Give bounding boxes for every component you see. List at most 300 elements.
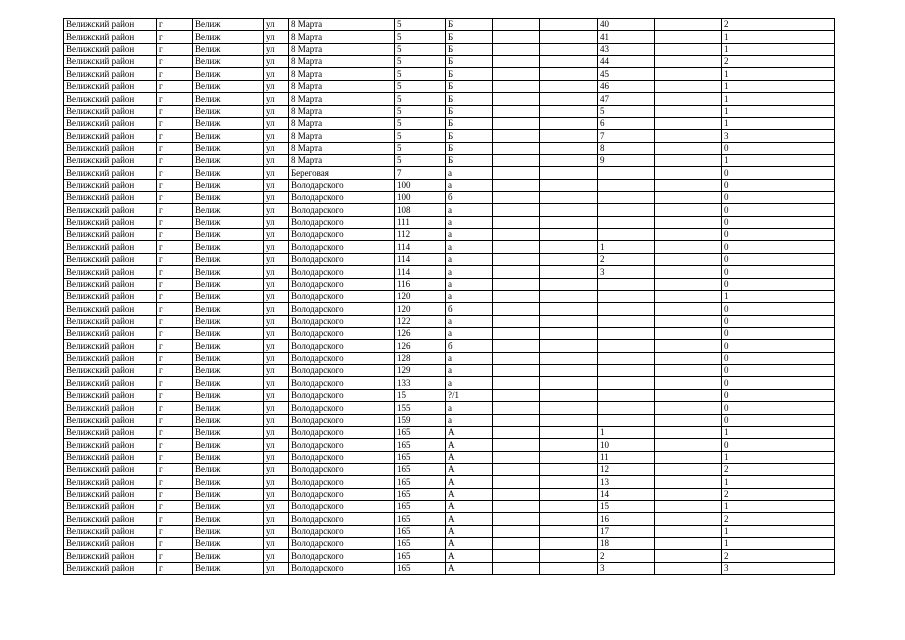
cell-apartment <box>598 389 655 401</box>
cell-col-i <box>540 43 598 55</box>
cell-settlement: Велиж <box>193 550 264 562</box>
cell-col-h <box>493 278 540 290</box>
cell-district: Велижский район <box>64 538 157 550</box>
cell-settlement: Велиж <box>193 192 264 204</box>
cell-col-i <box>540 167 598 179</box>
cell-settlement-type: г <box>157 93 193 105</box>
cell-apartment <box>598 327 655 339</box>
cell-col-i <box>540 562 598 574</box>
cell-settlement: Велиж <box>193 278 264 290</box>
cell-count: 1 <box>722 501 835 513</box>
cell-col-i <box>540 451 598 463</box>
cell-district: Велижский район <box>64 105 157 117</box>
cell-building: Б <box>446 56 493 68</box>
cell-col-h <box>493 389 540 401</box>
cell-col-h <box>493 241 540 253</box>
cell-count: 1 <box>722 538 835 550</box>
cell-col-i <box>540 154 598 166</box>
cell-settlement: Велиж <box>193 43 264 55</box>
cell-col-k <box>655 130 722 142</box>
cell-street-type: ул <box>264 105 289 117</box>
cell-building: а <box>446 414 493 426</box>
cell-col-k <box>655 501 722 513</box>
cell-col-k <box>655 241 722 253</box>
cell-col-h <box>493 463 540 475</box>
table-row <box>64 130 835 142</box>
cell-building: а <box>446 327 493 339</box>
cell-settlement: Велиж <box>193 463 264 475</box>
cell-col-h <box>493 204 540 216</box>
cell-house-number: 15 <box>395 389 446 401</box>
cell-district: Велижский район <box>64 179 157 191</box>
cell-col-k <box>655 365 722 377</box>
cell-col-i <box>540 290 598 302</box>
cell-count: 1 <box>722 31 835 43</box>
cell-settlement: Велиж <box>193 439 264 451</box>
cell-col-h <box>493 179 540 191</box>
table-row <box>64 142 835 154</box>
cell-settlement: Велиж <box>193 167 264 179</box>
cell-street: Володарского <box>289 550 395 562</box>
table-row <box>64 315 835 327</box>
table-row <box>64 402 835 414</box>
cell-settlement: Велиж <box>193 525 264 537</box>
cell-street: Володарского <box>289 303 395 315</box>
cell-street-type: ул <box>264 414 289 426</box>
table-row <box>64 414 835 426</box>
cell-settlement-type: г <box>157 154 193 166</box>
cell-apartment <box>598 352 655 364</box>
address-table <box>63 18 835 575</box>
cell-settlement-type: г <box>157 439 193 451</box>
cell-house-number: 5 <box>395 43 446 55</box>
cell-count: 0 <box>722 414 835 426</box>
cell-col-i <box>540 476 598 488</box>
cell-building: А <box>446 538 493 550</box>
table-row <box>64 154 835 166</box>
cell-settlement-type: г <box>157 43 193 55</box>
cell-col-h <box>493 117 540 129</box>
cell-street-type: ул <box>264 525 289 537</box>
cell-col-k <box>655 402 722 414</box>
cell-count: 1 <box>722 117 835 129</box>
cell-count: 0 <box>722 439 835 451</box>
table-row <box>64 31 835 43</box>
cell-street-type: ул <box>264 130 289 142</box>
cell-settlement: Велиж <box>193 414 264 426</box>
table-row <box>64 216 835 228</box>
cell-house-number: 112 <box>395 229 446 241</box>
cell-col-i <box>540 426 598 438</box>
cell-district: Велижский район <box>64 550 157 562</box>
cell-house-number: 5 <box>395 105 446 117</box>
cell-street-type: ул <box>264 377 289 389</box>
cell-col-h <box>493 80 540 92</box>
cell-district: Велижский район <box>64 216 157 228</box>
cell-street-type: ул <box>264 278 289 290</box>
cell-house-number: 100 <box>395 192 446 204</box>
cell-settlement: Велиж <box>193 365 264 377</box>
cell-settlement: Велиж <box>193 93 264 105</box>
table-row <box>64 229 835 241</box>
cell-col-i <box>540 229 598 241</box>
cell-building: а <box>446 241 493 253</box>
cell-count: 0 <box>722 253 835 265</box>
cell-street-type: ул <box>264 290 289 302</box>
cell-district: Велижский район <box>64 402 157 414</box>
cell-house-number: 133 <box>395 377 446 389</box>
cell-col-k <box>655 266 722 278</box>
table-row <box>64 562 835 574</box>
cell-street: Володарского <box>289 538 395 550</box>
cell-count: 1 <box>722 68 835 80</box>
cell-apartment: 11 <box>598 451 655 463</box>
cell-apartment: 5 <box>598 105 655 117</box>
cell-house-number: 165 <box>395 513 446 525</box>
cell-house-number: 114 <box>395 266 446 278</box>
cell-district: Велижский район <box>64 253 157 265</box>
cell-settlement-type: г <box>157 253 193 265</box>
cell-house-number: 5 <box>395 117 446 129</box>
cell-apartment: 43 <box>598 43 655 55</box>
cell-settlement: Велиж <box>193 19 264 31</box>
cell-district: Велижский район <box>64 501 157 513</box>
cell-street-type: ул <box>264 43 289 55</box>
cell-col-i <box>540 365 598 377</box>
cell-col-k <box>655 389 722 401</box>
cell-col-h <box>493 216 540 228</box>
table-row <box>64 488 835 500</box>
cell-col-i <box>540 352 598 364</box>
cell-building: а <box>446 229 493 241</box>
cell-building: А <box>446 562 493 574</box>
cell-district: Велижский район <box>64 476 157 488</box>
cell-col-h <box>493 192 540 204</box>
cell-house-number: 5 <box>395 19 446 31</box>
cell-district: Велижский район <box>64 204 157 216</box>
cell-district: Велижский район <box>64 130 157 142</box>
cell-building: Б <box>446 142 493 154</box>
cell-street: Володарского <box>289 525 395 537</box>
table-row <box>64 352 835 364</box>
cell-street-type: ул <box>264 216 289 228</box>
cell-street-type: ул <box>264 439 289 451</box>
cell-house-number: 159 <box>395 414 446 426</box>
cell-street-type: ул <box>264 117 289 129</box>
cell-street: Володарского <box>289 192 395 204</box>
cell-building: А <box>446 513 493 525</box>
cell-street-type: ул <box>264 19 289 31</box>
cell-col-h <box>493 327 540 339</box>
cell-settlement-type: г <box>157 451 193 463</box>
cell-street: Володарского <box>289 426 395 438</box>
cell-building: а <box>446 315 493 327</box>
cell-apartment: 8 <box>598 142 655 154</box>
cell-street-type: ул <box>264 303 289 315</box>
cell-apartment <box>598 229 655 241</box>
cell-apartment <box>598 340 655 352</box>
cell-col-k <box>655 352 722 364</box>
cell-street: Володарского <box>289 414 395 426</box>
cell-street: Володарского <box>289 340 395 352</box>
cell-col-h <box>493 426 540 438</box>
cell-street: 8 Марта <box>289 142 395 154</box>
cell-district: Велижский район <box>64 290 157 302</box>
cell-street-type: ул <box>264 154 289 166</box>
cell-house-number: 122 <box>395 315 446 327</box>
cell-col-i <box>540 216 598 228</box>
table-row <box>64 303 835 315</box>
table-row <box>64 117 835 129</box>
cell-col-h <box>493 377 540 389</box>
cell-settlement: Велиж <box>193 389 264 401</box>
cell-settlement-type: г <box>157 216 193 228</box>
cell-col-h <box>493 501 540 513</box>
cell-settlement-type: г <box>157 167 193 179</box>
cell-district: Велижский район <box>64 167 157 179</box>
cell-settlement-type: г <box>157 389 193 401</box>
cell-count: 3 <box>722 562 835 574</box>
cell-house-number: 5 <box>395 93 446 105</box>
cell-col-i <box>540 19 598 31</box>
cell-building: а <box>446 266 493 278</box>
cell-house-number: 128 <box>395 352 446 364</box>
cell-house-number: 5 <box>395 31 446 43</box>
cell-building: А <box>446 525 493 537</box>
cell-building: а <box>446 204 493 216</box>
cell-settlement-type: г <box>157 31 193 43</box>
cell-settlement: Велиж <box>193 426 264 438</box>
cell-count: 0 <box>722 327 835 339</box>
cell-house-number: 126 <box>395 327 446 339</box>
cell-col-k <box>655 253 722 265</box>
table-row <box>64 241 835 253</box>
cell-apartment: 3 <box>598 562 655 574</box>
table-row <box>64 513 835 525</box>
cell-col-i <box>540 130 598 142</box>
cell-apartment: 45 <box>598 68 655 80</box>
table-row <box>64 179 835 191</box>
cell-col-h <box>493 31 540 43</box>
cell-settlement-type: г <box>157 327 193 339</box>
cell-apartment: 47 <box>598 93 655 105</box>
cell-house-number: 165 <box>395 550 446 562</box>
cell-apartment <box>598 216 655 228</box>
cell-settlement-type: г <box>157 463 193 475</box>
cell-count: 1 <box>722 43 835 55</box>
cell-col-h <box>493 130 540 142</box>
cell-col-i <box>540 315 598 327</box>
cell-col-k <box>655 167 722 179</box>
cell-street: 8 Марта <box>289 43 395 55</box>
cell-street-type: ул <box>264 241 289 253</box>
cell-settlement-type: г <box>157 105 193 117</box>
cell-col-k <box>655 154 722 166</box>
cell-col-k <box>655 192 722 204</box>
cell-col-h <box>493 538 540 550</box>
cell-settlement-type: г <box>157 229 193 241</box>
cell-street: Володарского <box>289 389 395 401</box>
cell-col-i <box>540 327 598 339</box>
cell-apartment <box>598 167 655 179</box>
cell-col-i <box>540 538 598 550</box>
cell-col-h <box>493 105 540 117</box>
cell-settlement: Велиж <box>193 31 264 43</box>
table-row <box>64 56 835 68</box>
cell-building: а <box>446 278 493 290</box>
table-row <box>64 463 835 475</box>
cell-building: б <box>446 340 493 352</box>
cell-col-k <box>655 476 722 488</box>
cell-building: б <box>446 192 493 204</box>
cell-col-k <box>655 488 722 500</box>
cell-street: Володарского <box>289 241 395 253</box>
cell-settlement-type: г <box>157 538 193 550</box>
cell-settlement: Велиж <box>193 266 264 278</box>
cell-col-i <box>540 340 598 352</box>
cell-settlement-type: г <box>157 179 193 191</box>
cell-apartment: 46 <box>598 80 655 92</box>
cell-col-i <box>540 179 598 191</box>
cell-district: Велижский район <box>64 451 157 463</box>
cell-settlement-type: г <box>157 365 193 377</box>
cell-building: а <box>446 290 493 302</box>
cell-settlement: Велиж <box>193 538 264 550</box>
cell-settlement-type: г <box>157 266 193 278</box>
cell-col-k <box>655 93 722 105</box>
cell-count: 1 <box>722 105 835 117</box>
cell-settlement-type: г <box>157 80 193 92</box>
cell-apartment: 2 <box>598 550 655 562</box>
cell-col-h <box>493 303 540 315</box>
cell-street: Володарского <box>289 476 395 488</box>
cell-street: Береговая <box>289 167 395 179</box>
cell-settlement: Велиж <box>193 315 264 327</box>
cell-district: Велижский район <box>64 56 157 68</box>
cell-col-h <box>493 513 540 525</box>
cell-apartment: 9 <box>598 154 655 166</box>
cell-settlement-type: г <box>157 290 193 302</box>
cell-street-type: ул <box>264 476 289 488</box>
cell-street: Володарского <box>289 290 395 302</box>
cell-district: Велижский район <box>64 327 157 339</box>
cell-count: 0 <box>722 229 835 241</box>
table-row <box>64 204 835 216</box>
cell-street-type: ул <box>264 68 289 80</box>
cell-settlement: Велиж <box>193 56 264 68</box>
cell-street-type: ул <box>264 550 289 562</box>
cell-street-type: ул <box>264 488 289 500</box>
cell-col-h <box>493 365 540 377</box>
cell-settlement-type: г <box>157 426 193 438</box>
cell-col-k <box>655 426 722 438</box>
cell-count: 0 <box>722 266 835 278</box>
cell-count: 0 <box>722 216 835 228</box>
cell-settlement: Велиж <box>193 377 264 389</box>
cell-building: А <box>446 488 493 500</box>
cell-district: Велижский район <box>64 229 157 241</box>
cell-district: Велижский район <box>64 426 157 438</box>
cell-street-type: ул <box>264 340 289 352</box>
cell-settlement: Велиж <box>193 130 264 142</box>
cell-street-type: ул <box>264 31 289 43</box>
cell-col-i <box>540 439 598 451</box>
table-row <box>64 550 835 562</box>
cell-settlement-type: г <box>157 142 193 154</box>
cell-district: Велижский район <box>64 19 157 31</box>
cell-house-number: 120 <box>395 303 446 315</box>
cell-street: Володарского <box>289 488 395 500</box>
cell-col-i <box>540 31 598 43</box>
cell-col-h <box>493 229 540 241</box>
cell-street: 8 Марта <box>289 80 395 92</box>
cell-apartment <box>598 414 655 426</box>
cell-street: 8 Марта <box>289 56 395 68</box>
cell-settlement-type: г <box>157 562 193 574</box>
cell-col-k <box>655 31 722 43</box>
cell-street: Володарского <box>289 216 395 228</box>
cell-settlement: Велиж <box>193 501 264 513</box>
cell-street: Володарского <box>289 451 395 463</box>
cell-col-h <box>493 414 540 426</box>
cell-apartment: 1 <box>598 426 655 438</box>
cell-count: 0 <box>722 340 835 352</box>
cell-apartment <box>598 303 655 315</box>
cell-col-h <box>493 68 540 80</box>
table-body <box>64 19 835 575</box>
cell-street: 8 Марта <box>289 117 395 129</box>
cell-street-type: ул <box>264 315 289 327</box>
cell-count: 0 <box>722 389 835 401</box>
table-row <box>64 538 835 550</box>
cell-count: 2 <box>722 550 835 562</box>
cell-building: А <box>446 550 493 562</box>
cell-house-number: 5 <box>395 154 446 166</box>
cell-house-number: 114 <box>395 241 446 253</box>
cell-building: Б <box>446 31 493 43</box>
cell-street-type: ул <box>264 352 289 364</box>
cell-street-type: ул <box>264 179 289 191</box>
cell-settlement-type: г <box>157 402 193 414</box>
cell-col-h <box>493 43 540 55</box>
cell-settlement: Велиж <box>193 476 264 488</box>
cell-district: Велижский район <box>64 31 157 43</box>
cell-settlement-type: г <box>157 414 193 426</box>
cell-col-k <box>655 19 722 31</box>
table-row <box>64 426 835 438</box>
cell-district: Велижский район <box>64 352 157 364</box>
cell-settlement: Велиж <box>193 179 264 191</box>
cell-col-k <box>655 340 722 352</box>
cell-col-i <box>540 550 598 562</box>
cell-apartment: 16 <box>598 513 655 525</box>
cell-house-number: 5 <box>395 130 446 142</box>
cell-col-i <box>540 414 598 426</box>
cell-settlement-type: г <box>157 19 193 31</box>
cell-building: Б <box>446 80 493 92</box>
cell-col-k <box>655 56 722 68</box>
cell-col-i <box>540 192 598 204</box>
cell-house-number: 126 <box>395 340 446 352</box>
table-row <box>64 68 835 80</box>
cell-settlement-type: г <box>157 513 193 525</box>
cell-col-h <box>493 253 540 265</box>
cell-apartment: 10 <box>598 439 655 451</box>
cell-district: Велижский район <box>64 315 157 327</box>
cell-district: Велижский район <box>64 365 157 377</box>
cell-district: Велижский район <box>64 463 157 475</box>
cell-apartment <box>598 204 655 216</box>
